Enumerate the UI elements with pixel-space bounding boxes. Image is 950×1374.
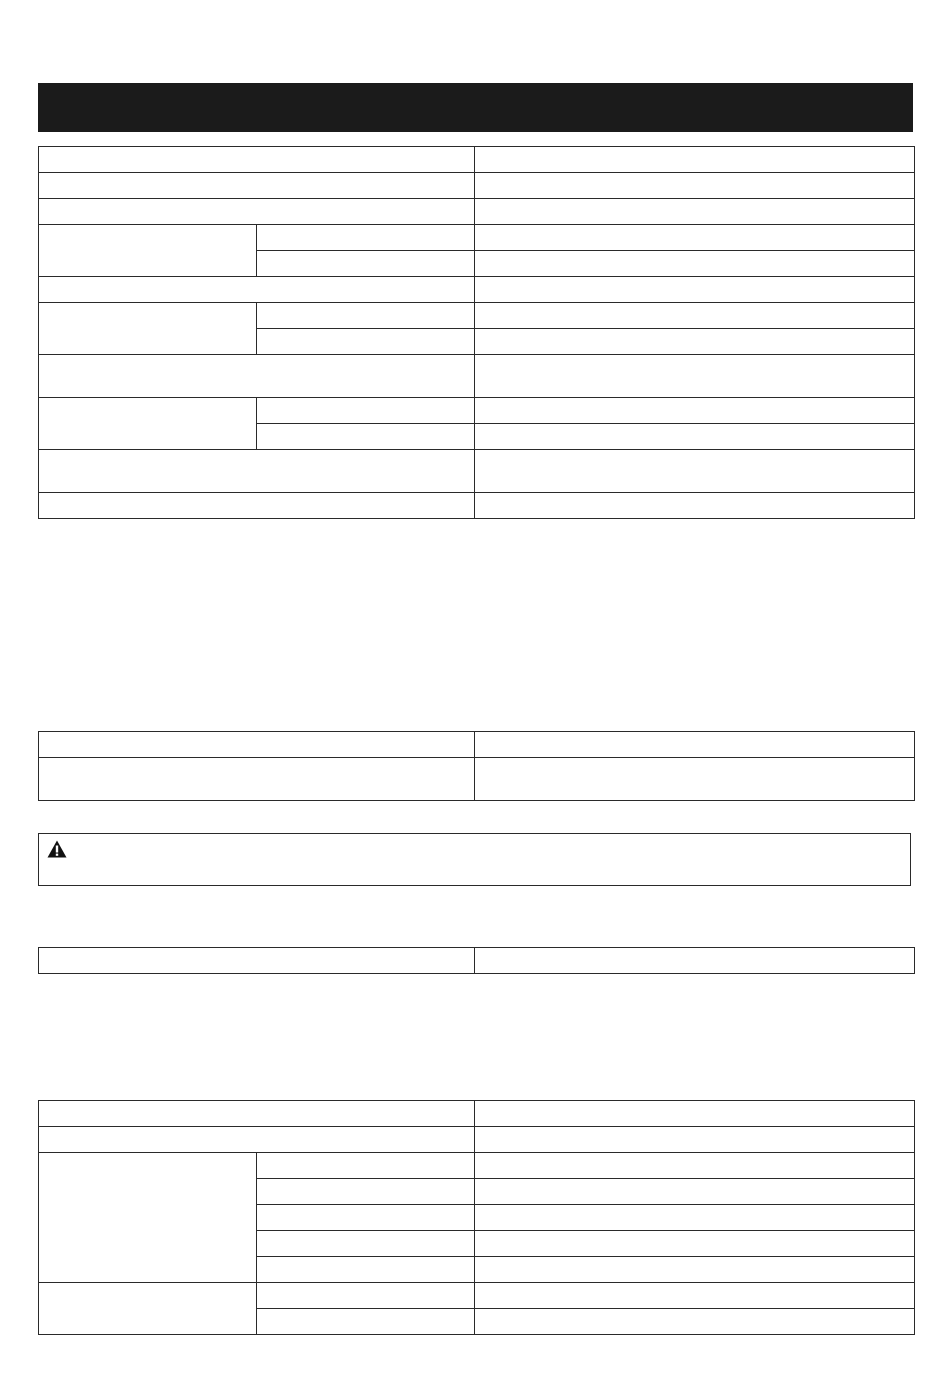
- row-value: [475, 199, 915, 225]
- row-value: [475, 303, 915, 329]
- sub-label: [257, 1153, 475, 1179]
- table-row: [39, 758, 915, 801]
- row-label: [39, 1101, 475, 1127]
- row-value: [475, 732, 915, 758]
- table-row: [39, 493, 915, 519]
- table-row: [39, 199, 915, 225]
- row-value: [475, 1205, 915, 1231]
- sub-label: [257, 1309, 475, 1335]
- row-label: [39, 758, 475, 801]
- row-value: [475, 493, 915, 519]
- table-row: [39, 1153, 915, 1179]
- row-value: [475, 1101, 915, 1127]
- row-value: [475, 424, 915, 450]
- row-value: [475, 173, 915, 199]
- table-row: [39, 1283, 915, 1309]
- row-value: [475, 277, 915, 303]
- row-value: [475, 329, 915, 355]
- row-value: [475, 1231, 915, 1257]
- sub-label: [257, 398, 475, 424]
- group-label: [39, 398, 257, 450]
- row-value: [475, 1283, 915, 1309]
- row-label: [39, 147, 475, 173]
- sub-label: [257, 329, 475, 355]
- table-row: [39, 355, 915, 398]
- table-row: [39, 1127, 915, 1153]
- table-row: [39, 277, 915, 303]
- group-label: [39, 1153, 257, 1283]
- row-value: [475, 758, 915, 801]
- table-row: [39, 450, 915, 493]
- row-label: [39, 277, 475, 303]
- spec-table-2: [38, 731, 915, 801]
- row-value: [475, 251, 915, 277]
- row-value: [475, 225, 915, 251]
- table-row: [39, 225, 915, 251]
- table-row: [39, 1101, 915, 1127]
- row-label: [39, 1127, 475, 1153]
- row-label: [39, 173, 475, 199]
- group-label: [39, 303, 257, 355]
- sub-label: [257, 424, 475, 450]
- row-value: [475, 948, 915, 974]
- sub-label: [257, 225, 475, 251]
- sub-label: [257, 1205, 475, 1231]
- spec-table-4: [38, 1100, 915, 1335]
- row-label: [39, 450, 475, 493]
- sub-label: [257, 303, 475, 329]
- sub-label: [257, 251, 475, 277]
- table-row: [39, 147, 915, 173]
- row-label: [39, 493, 475, 519]
- sub-label: [257, 1257, 475, 1283]
- table-row: [39, 398, 915, 424]
- row-value: [475, 1309, 915, 1335]
- table-row: [39, 732, 915, 758]
- row-value: [475, 1127, 915, 1153]
- row-label: [39, 199, 475, 225]
- row-label: [39, 948, 475, 974]
- table-row: [39, 303, 915, 329]
- group-label: [39, 1283, 257, 1335]
- row-label: [39, 355, 475, 398]
- row-value: [475, 1153, 915, 1179]
- row-label: [39, 732, 475, 758]
- row-value: [475, 398, 915, 424]
- spec-table-3: [38, 947, 915, 974]
- table-row: [39, 173, 915, 199]
- sub-label: [257, 1231, 475, 1257]
- section-header-bar: [38, 83, 913, 132]
- row-value: [475, 147, 915, 173]
- warning-triangle-icon: [47, 840, 67, 858]
- spec-table-1: [38, 146, 915, 519]
- sub-label: [257, 1179, 475, 1205]
- sub-label: [257, 1283, 475, 1309]
- warning-box: [38, 833, 911, 886]
- table-row: [39, 948, 915, 974]
- row-value: [475, 355, 915, 398]
- group-label: [39, 225, 257, 277]
- row-value: [475, 1257, 915, 1283]
- row-value: [475, 450, 915, 493]
- row-value: [475, 1179, 915, 1205]
